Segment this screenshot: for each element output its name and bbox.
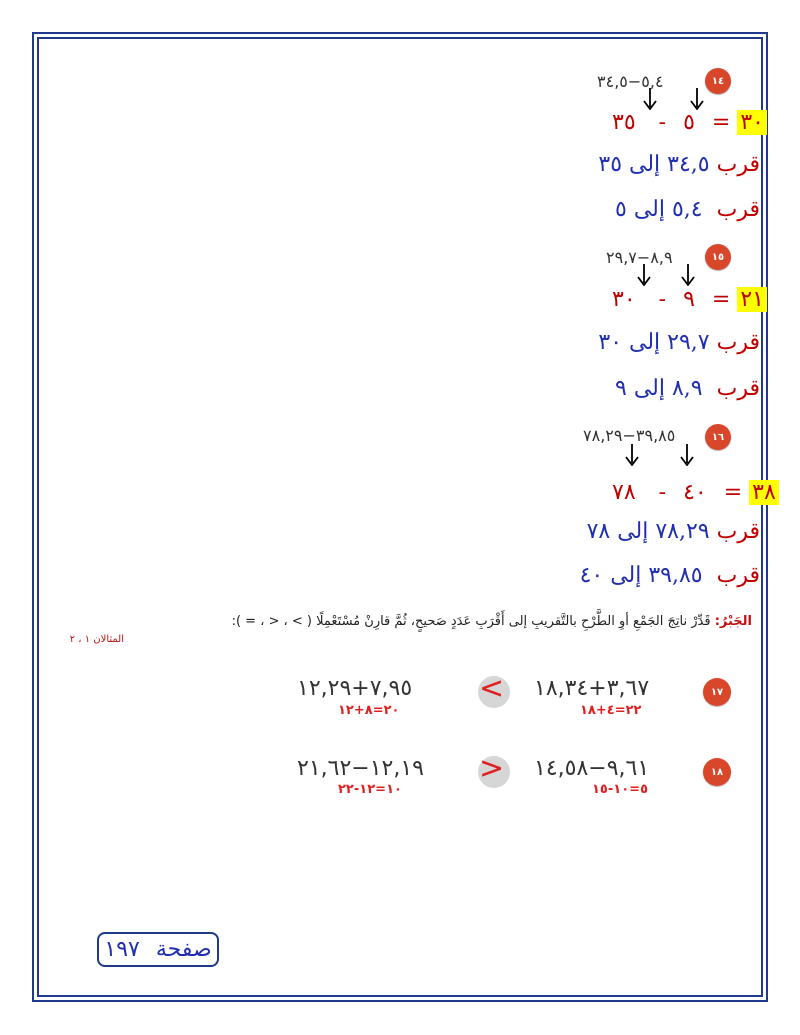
highlighted-result: ٢١ xyxy=(737,287,767,312)
right-expression: ٩,٦١−١٤,٥٨ xyxy=(534,756,650,781)
equals-sign: = xyxy=(723,480,743,505)
equals-sign: = xyxy=(711,287,731,312)
page-number-box xyxy=(97,932,219,967)
rounded-operand: ٧٨ xyxy=(612,480,636,505)
page-number: ١٩٧ xyxy=(104,937,140,962)
estimate-equation xyxy=(596,480,779,505)
right-expression: ٣,٦٧+١٨,٣٤ xyxy=(534,676,650,701)
problem-number-badge: ١٧ xyxy=(703,678,731,706)
rounding-note: قرب ٧٨,٢٩ إلى ٧٨ xyxy=(586,519,760,544)
minus-sign: - xyxy=(658,480,667,505)
rounding-note: قرب ٢٩,٧ إلى ٣٠ xyxy=(598,330,760,355)
down-arrow-icon xyxy=(680,444,694,466)
algebra-instruction xyxy=(232,614,752,629)
right-estimate: ٢٢=٤+١٨ xyxy=(580,703,642,718)
equals-sign: = xyxy=(711,110,731,135)
rounding-note: قرب ٣٩,٨٥ إلى ٤٠ xyxy=(579,563,760,588)
page-label: صفحة xyxy=(155,937,212,962)
minus-sign: - xyxy=(658,110,667,135)
down-arrow-icon xyxy=(690,88,704,110)
rounded-operand: ٤٠ xyxy=(683,480,707,505)
down-arrow-icon xyxy=(625,444,639,466)
rounding-note: قرب ٣٤,٥ إلى ٣٥ xyxy=(598,152,760,177)
problem-number-badge: ١٦ xyxy=(705,424,731,450)
problem-expression: ٨,٩−٢٩,٧ xyxy=(606,248,673,267)
greater-than-sign: > xyxy=(479,751,505,786)
instruction-text: قَدِّرْ ناتِجَ الجَمْعِ أوِ الطَّرْحِ بالتَّقريبِ إلى أَقْرَبِ عَدَدٍ صَحيحٍ، ثُمَّ قارِنْ مُسْتَعْمِلًا ( > ، < ، = ): xyxy=(231,614,711,629)
right-estimate: ٥=١٠-١٥ xyxy=(592,782,648,797)
less-than-sign: < xyxy=(479,671,505,706)
left-estimate: ٢٠=٨+١٢ xyxy=(338,703,400,718)
estimate-equation xyxy=(596,110,767,135)
problem-number-badge: ١٨ xyxy=(703,758,731,786)
problem-expression: ٥,٤−٣٤,٥ xyxy=(597,72,664,91)
problem-expression: ٣٩,٨٥−٧٨,٢٩ xyxy=(583,426,676,445)
problem-number-badge: ١٥ xyxy=(705,244,731,270)
rounding-note: قرب ٥,٤ إلى ٥ xyxy=(615,197,760,222)
highlighted-result: ٣٠ xyxy=(737,110,767,135)
section-label: الجَبْرُ: xyxy=(714,614,752,629)
examples-reference: المثالان ١ ، ٢ xyxy=(69,634,124,645)
rounded-operand: ٩ xyxy=(683,287,695,312)
minus-sign: - xyxy=(658,287,667,312)
left-expression: ٧,٩٥+١٢,٢٩ xyxy=(297,676,413,701)
page-border-inner xyxy=(37,37,763,997)
left-estimate: ١٠=١٢-٢٢ xyxy=(338,782,402,797)
estimate-equation xyxy=(596,287,767,312)
down-arrow-icon xyxy=(637,264,651,286)
rounded-operand: ٥ xyxy=(683,110,695,135)
down-arrow-icon xyxy=(643,88,657,110)
rounded-operand: ٣٥ xyxy=(612,110,636,135)
problem-number-badge: ١٤ xyxy=(705,68,731,94)
highlighted-result: ٣٨ xyxy=(749,480,779,505)
rounded-operand: ٣٠ xyxy=(612,287,636,312)
rounding-note: قرب ٨,٩ إلى ٩ xyxy=(615,376,760,401)
down-arrow-icon xyxy=(681,264,695,286)
left-expression: ١٢,١٩−٢١,٦٢ xyxy=(297,756,424,781)
